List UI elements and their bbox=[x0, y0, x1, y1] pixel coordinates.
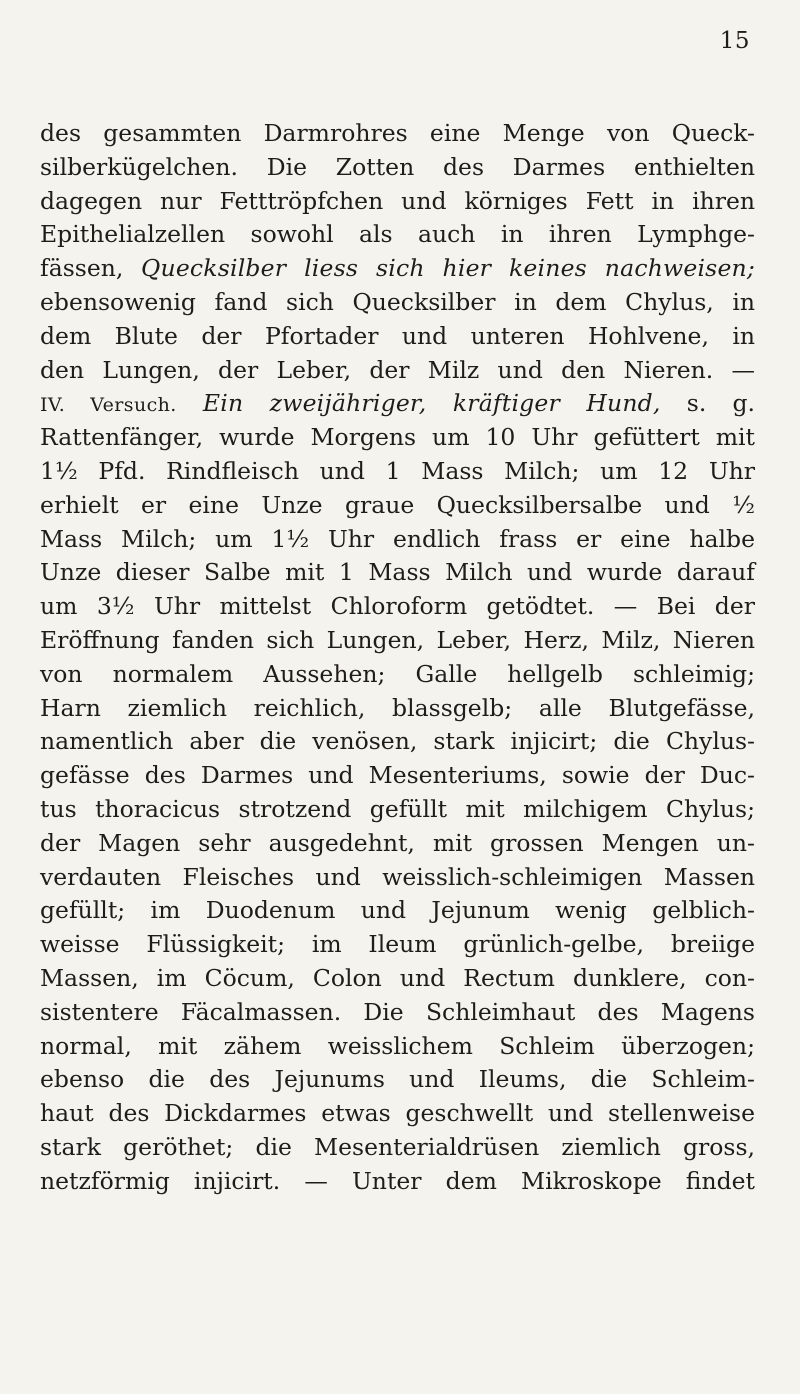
text-line bbox=[40, 996, 755, 1030]
text-run: von normalem Aussehen; Galle hellgelb schleimig; bbox=[40, 659, 755, 688]
italic-text: Ein zweijähriger, kräftiger Hund, bbox=[202, 389, 661, 418]
text-line bbox=[40, 1063, 755, 1097]
text-run: des gesammten Darmrohres eine Menge von Queck- bbox=[40, 119, 755, 147]
text-run: netzförmig injicirt. — Unter dem Mikroskope findet bbox=[40, 1166, 755, 1195]
text-line bbox=[40, 185, 755, 219]
text-line bbox=[40, 320, 755, 354]
text-run: Unze dieser Salbe mit 1 Mass Milch und wurde darauf bbox=[40, 558, 755, 587]
text-line bbox=[40, 421, 755, 455]
text-line bbox=[40, 489, 755, 523]
body-text bbox=[40, 117, 755, 1199]
text-line bbox=[40, 1097, 755, 1131]
text-line bbox=[40, 218, 755, 252]
text-line bbox=[40, 894, 755, 928]
page-number: 15 bbox=[719, 28, 750, 54]
text-run: Rattenfänger, wurde Morgens um 10 Uhr gefüttert mit bbox=[40, 423, 755, 452]
text-line bbox=[40, 658, 755, 692]
text-line bbox=[40, 286, 755, 320]
text-run: gefässe des Darmes und Mesenteriums, sowie der Duc- bbox=[40, 761, 755, 790]
text-line bbox=[40, 928, 755, 962]
text-run: Mass Milch; um 1½ Uhr endlich frass er eine halbe bbox=[40, 524, 755, 553]
text-run: silberkügelchen. Die Zotten des Darmes enthielten bbox=[40, 152, 755, 181]
text-line bbox=[40, 523, 755, 557]
text-run: Epithelialzellen sowohl als auch in ihren Lymphge- bbox=[40, 220, 755, 249]
text-run: ebenso die des Jejunums und Ileums, die Schleim- bbox=[40, 1065, 755, 1094]
text-run: der Magen sehr ausgedehnt, mit grossen Mengen un- bbox=[40, 828, 755, 857]
text-run: gefüllt; im Duodenum und Jejunum wenig gelblich- bbox=[40, 896, 755, 925]
text-run: dagegen nur Fetttröpfchen und körniges Fett in ihren bbox=[40, 186, 755, 215]
text-line bbox=[40, 962, 755, 996]
text-line bbox=[40, 151, 755, 185]
text-run: weisse Flüssigkeit; im Ileum grünlich-gelbe, breiige bbox=[40, 930, 755, 959]
text-line bbox=[40, 1165, 755, 1199]
text-run: haut des Dickdarmes etwas geschwellt und stellenweise bbox=[40, 1099, 755, 1128]
text-run: sistentere Fäcalmassen. Die Schleimhaut des Magens bbox=[40, 997, 755, 1026]
text-line bbox=[40, 455, 755, 489]
section-label: IV. Versuch. bbox=[40, 394, 177, 417]
text-run: s. g. bbox=[660, 389, 756, 418]
text-run: ebensowenig fand sich Quecksilber in dem Chylus, in bbox=[40, 287, 755, 316]
italic-text: Quecksilber liess sich hier keines nachweisen; bbox=[141, 254, 756, 283]
text-line bbox=[40, 387, 755, 421]
text-run: tus thoracicus strotzend gefüllt mit milchigem Chylus; bbox=[40, 794, 755, 823]
text-line bbox=[40, 556, 755, 590]
text-run: Massen, im Cöcum, Colon und Rectum dunklere, con- bbox=[40, 963, 755, 992]
text-line bbox=[40, 354, 755, 388]
text-line bbox=[40, 1131, 755, 1165]
text-line bbox=[40, 759, 755, 793]
text-run bbox=[177, 389, 203, 417]
text-line bbox=[40, 861, 755, 895]
text-run: fässen, bbox=[40, 254, 142, 283]
text-run: namentlich aber die venösen, stark injicirt; die Chylus- bbox=[40, 727, 755, 756]
text-run: erhielt er eine Unze graue Quecksilbersalbe und ½ bbox=[40, 490, 755, 519]
text-line bbox=[40, 117, 755, 151]
text-line bbox=[40, 827, 755, 861]
text-run: dem Blute der Pfortader und unteren Hohlvene, in bbox=[40, 321, 755, 350]
text-line bbox=[40, 692, 755, 726]
text-run: verdauten Fleisches und weisslich-schleimigen Massen bbox=[40, 862, 755, 891]
text-line bbox=[40, 725, 755, 759]
text-run: den Lungen, der Leber, der Milz und den Nieren. — bbox=[40, 355, 755, 384]
text-run: 1½ Pfd. Rindfleisch und 1 Mass Milch; um 12 Uhr bbox=[40, 456, 755, 485]
text-run: um 3½ Uhr mittelst Chloroform getödtet. — Bei der bbox=[40, 592, 755, 621]
text-line bbox=[40, 590, 755, 624]
text-run: Eröffnung fanden sich Lungen, Leber, Herz, Milz, Nieren bbox=[40, 625, 755, 654]
text-run: Harn ziemlich reichlich, blassgelb; alle Blutgefässe, bbox=[40, 693, 755, 722]
text-run: normal, mit zähem weisslichem Schleim überzogen; bbox=[40, 1031, 755, 1060]
text-line bbox=[40, 624, 755, 658]
text-line bbox=[40, 793, 755, 827]
text-line bbox=[40, 252, 755, 286]
text-run: stark geröthet; die Mesenterialdrüsen ziemlich gross, bbox=[40, 1132, 755, 1161]
text-line bbox=[40, 1030, 755, 1064]
